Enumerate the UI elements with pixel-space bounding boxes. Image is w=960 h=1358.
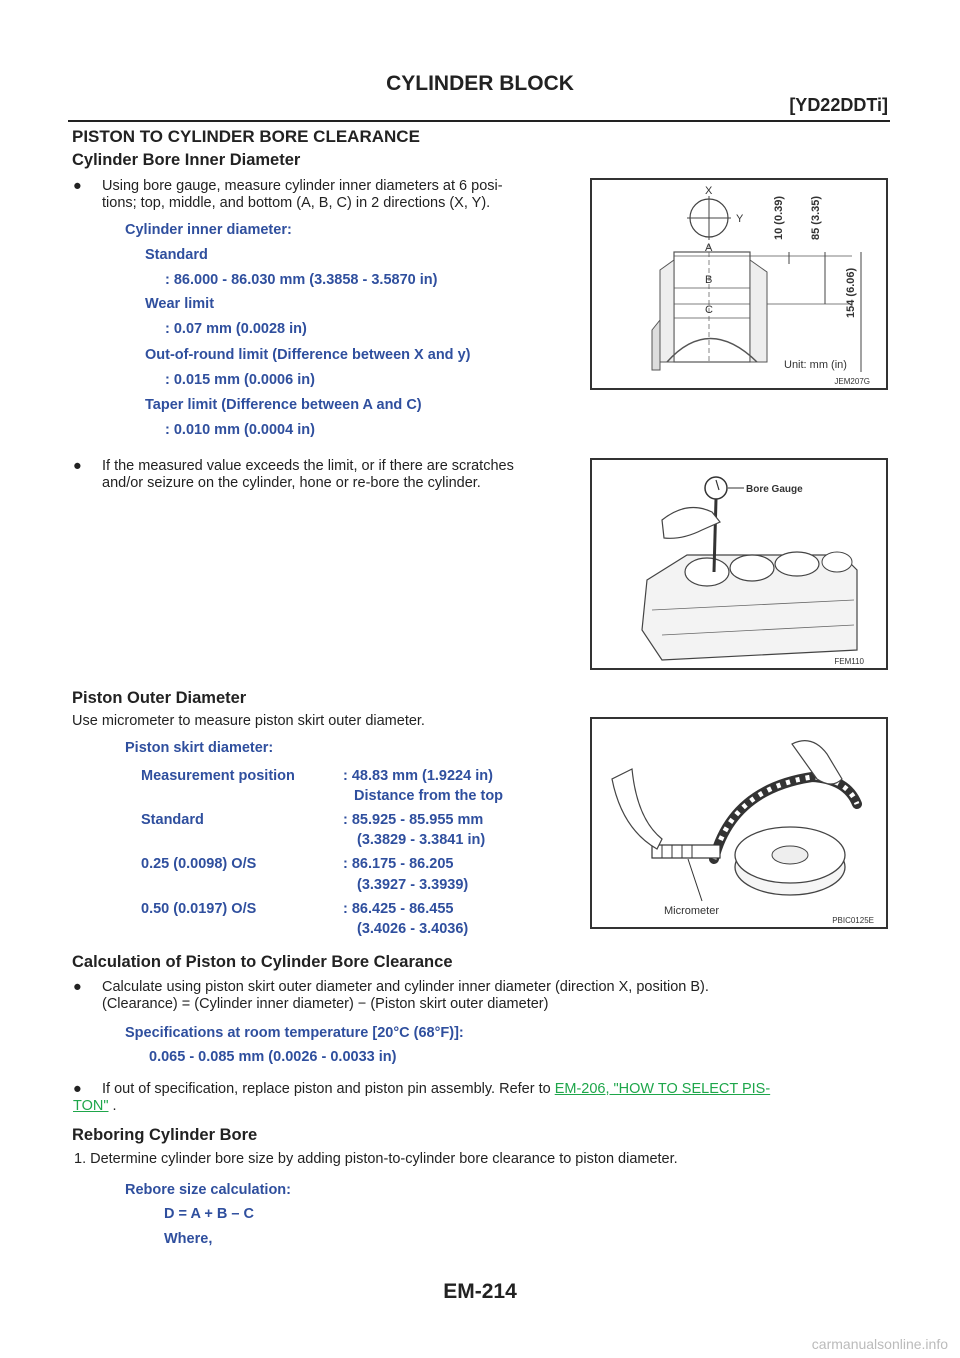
watermark: carmanualsonline.info	[811, 1336, 948, 1352]
bore-taper-value: : 0.010 mm (0.0004 in)	[165, 422, 315, 438]
label-y: Y	[736, 213, 744, 225]
em-206-link-cont[interactable]: TON"	[73, 1098, 109, 1114]
calc-spec-value: 0.065 - 0.085 mm (0.0026 - 0.0033 in)	[149, 1049, 397, 1065]
rebore-heading: Reboring Cylinder Bore	[72, 1126, 258, 1144]
page-title: CYLINDER BLOCK	[386, 72, 574, 95]
bore-wear-value: : 0.07 mm (0.0028 in)	[165, 321, 307, 337]
piston-row-label: Measurement position	[141, 768, 295, 784]
piston-heading: Piston Outer Diameter	[72, 689, 247, 707]
bore-standard-label: Standard	[145, 247, 208, 263]
piston-row-value: : 48.83 mm (1.9224 in)	[343, 768, 493, 784]
bore-wear-label: Wear limit	[145, 296, 215, 312]
rebore-where: Where,	[164, 1231, 213, 1247]
dim-85: 85 (3.35)	[810, 195, 822, 240]
bore-heading: Cylinder Bore Inner Diameter	[72, 151, 301, 169]
piston-spec-title: Piston skirt diameter:	[125, 740, 274, 756]
fig2-code: FEM110	[834, 657, 864, 666]
rebore-step-1: 1. Determine cylinder bore size by adding piston-to-cylinder bore clearance to piston diameter.	[74, 1151, 678, 1167]
piston-row-label: Standard	[141, 812, 204, 828]
label-c: C	[705, 304, 713, 316]
bore-standard-value: : 86.000 - 86.030 mm (3.3858 - 3.5870 in)	[165, 272, 438, 288]
piston-row-label: 0.50 (0.0197) O/S	[141, 901, 257, 917]
dim-154: 154 (6.06)	[845, 267, 857, 318]
engine-code: [YD22DDTi]	[789, 95, 888, 115]
piston-row-value-2: (3.3927 - 3.3939)	[357, 877, 469, 893]
piston-row-value: : 86.175 - 86.205	[343, 856, 454, 872]
section-title: PISTON TO CYLINDER BORE CLEARANCE	[72, 127, 420, 146]
piston-row-value: : 86.425 - 86.455	[343, 901, 454, 917]
fig1-code: JEM207G	[834, 377, 870, 386]
piston-intro: Use micrometer to measure piston skirt outer diameter.	[72, 713, 425, 729]
micrometer-figure	[590, 717, 888, 929]
piston-row-value-2: Distance from the top	[354, 788, 504, 804]
micrometer-drawing	[592, 719, 886, 927]
bore-oor-label: Out-of-round limit (Difference between X and y)	[145, 347, 471, 363]
rebore-formula: D = A + B – C	[164, 1206, 254, 1222]
label-b: B	[705, 274, 713, 286]
em-206-link[interactable]: EM-206, "HOW TO SELECT PIS-	[554, 1081, 771, 1097]
piston-row-label: 0.25 (0.0098) O/S	[141, 856, 257, 872]
dim-10: 10 (0.39)	[773, 195, 785, 240]
calc-heading: Calculation of Piston to Cylinder Bore Clearance	[72, 953, 453, 971]
label-a: A	[705, 242, 713, 254]
calc-bullet-2: ● If out of specification, replace piston and piston pin assembly. Refer to EM-206, "HOW TO SELECT PIS- TON" .	[73, 1081, 771, 1114]
bore-gauge-drawing	[592, 460, 886, 668]
calc-bullet-1: ● Calculate using piston skirt outer diameter and cylinder inner diameter (direction X, position B). (Clearance) = (Cylinder inner diameter) − (Piston skirt outer diameter)	[73, 979, 709, 1012]
fig3-code: PBIC0125E	[832, 916, 874, 925]
micrometer-label: Micrometer	[664, 905, 720, 917]
bore-bullet-2: ● If the measured value exceeds the limit, or if there are scratches and/or seizure on the cylinder, hone or re-bore the cylinder.	[73, 458, 514, 491]
cylinder-bore-drawing	[592, 180, 886, 388]
calc-spec-title: Specifications at room temperature [20°C (68°F)]:	[125, 1025, 464, 1041]
rebore-spec-title: Rebore size calculation:	[125, 1182, 291, 1198]
bore-gauge-label: Bore Gauge	[746, 484, 803, 495]
label-x: X	[705, 185, 713, 197]
cylinder-bore-figure	[590, 178, 888, 390]
header-rule	[68, 120, 890, 122]
piston-row-value-2: (3.3829 - 3.3841 in)	[357, 832, 486, 848]
piston-row-value: : 85.925 - 85.955 mm	[343, 812, 484, 828]
page-number: EM-214	[443, 1280, 517, 1303]
piston-row-value-2: (3.4026 - 3.4036)	[357, 921, 469, 937]
bore-oor-value: : 0.015 mm (0.0006 in)	[165, 372, 315, 388]
bore-taper-label: Taper limit (Difference between A and C)	[145, 397, 422, 413]
bore-bullet-1: ● Using bore gauge, measure cylinder inner diameters at 6 posi- tions; top, middle, and bottom (A, B, C) in 2 directions (X, Y).	[73, 178, 503, 211]
bore-gauge-figure	[590, 458, 888, 670]
bore-spec-title: Cylinder inner diameter:	[125, 222, 292, 238]
unit-label: Unit: mm (in)	[784, 359, 847, 371]
